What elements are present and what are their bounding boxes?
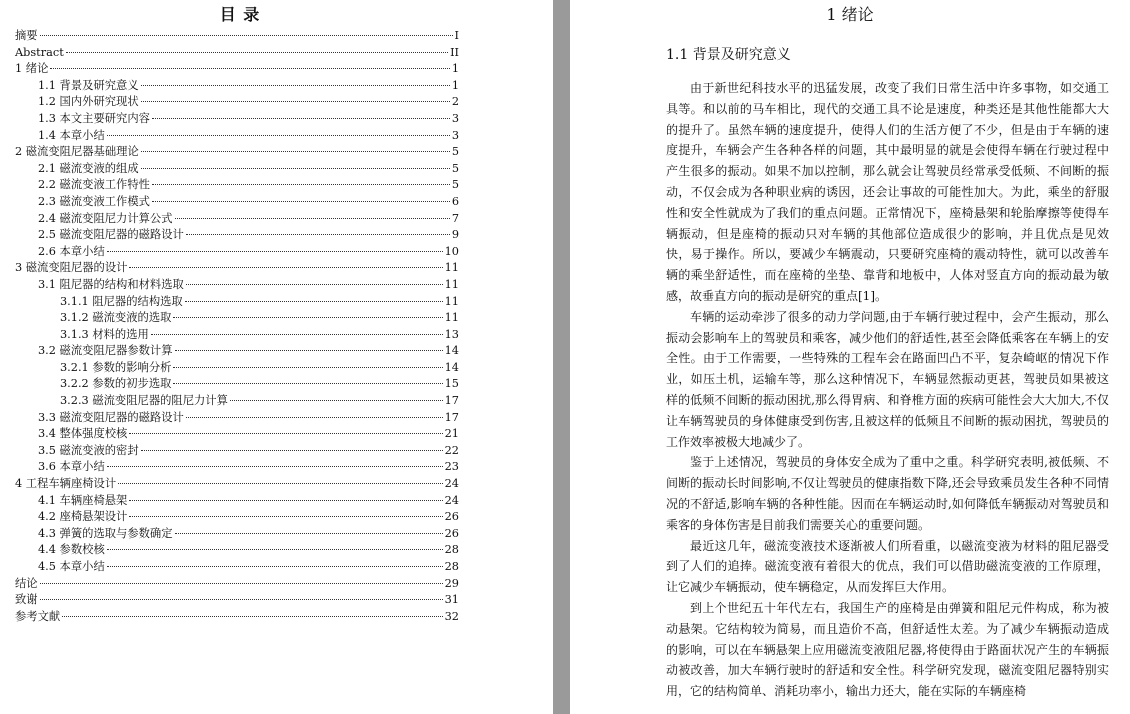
- body-paragraph: 最近这几年，磁流变液技术逐渐被人们所看重，以磁流变液为材料的阻尼器受到了人们的追捧。磁流变液有着很大的优点，我们可以借助磁流变液的工作原理，让它减少车辆振动，使车辆稳定，从而发挥巨大作用。: [666, 538, 1109, 595]
- toc-entry-page: 7: [451, 211, 459, 225]
- toc-entry-page: II: [450, 45, 459, 59]
- toc-leader-dots: [129, 267, 442, 268]
- toc-entry-title: 3.1.1 阻尼器的结构选取: [60, 294, 183, 308]
- toc-entry-title: 3 磁流变阻尼器的设计: [15, 261, 128, 275]
- toc-entry-title: 3.1.2 磁流变液的选取: [60, 311, 172, 325]
- toc-leader-dots: [186, 417, 443, 418]
- toc-entry[interactable]: [15, 78, 459, 95]
- toc-entry-page: I: [454, 29, 459, 42]
- toc-entry-title: 3.2.2 参数的初步选取: [60, 377, 172, 391]
- toc-entry-page: 24: [444, 493, 459, 507]
- toc-entry-page: 3: [451, 128, 459, 142]
- toc-entry[interactable]: [15, 310, 459, 327]
- toc-entry[interactable]: [15, 542, 459, 559]
- toc-leader-dots: [141, 450, 443, 451]
- toc-entry-page: 26: [444, 526, 459, 540]
- page-gap: [553, 0, 570, 714]
- toc-leader-dots: [40, 35, 453, 36]
- toc-entry-title: 2 磁流变阻尼器基础理论: [15, 145, 139, 159]
- toc-leader-dots: [66, 52, 448, 53]
- toc-leader-dots: [185, 301, 443, 302]
- toc-leader-dots: [152, 201, 450, 202]
- toc-entry[interactable]: [15, 94, 459, 111]
- toc-entry-page: 3: [451, 111, 459, 125]
- toc-entry-page: 26: [444, 510, 459, 524]
- toc-entry-title: 3.2 磁流变阻尼器参数计算: [38, 344, 173, 358]
- toc-leader-dots: [107, 466, 443, 467]
- toc-entry-page: 5: [451, 178, 459, 192]
- toc-entry-page: 29: [444, 576, 459, 590]
- toc-entry[interactable]: [15, 244, 459, 261]
- toc-entry[interactable]: [15, 45, 459, 62]
- toc-entry-title: 3.5 磁流变液的密封: [38, 443, 139, 457]
- toc-leader-dots: [129, 433, 442, 434]
- chapter-page: [570, 0, 1130, 714]
- toc-entry[interactable]: [15, 144, 459, 161]
- toc-entry[interactable]: [15, 559, 459, 576]
- toc-entry[interactable]: [15, 294, 459, 311]
- toc-leader-dots: [152, 118, 450, 119]
- toc-entry-page: 15: [444, 377, 459, 391]
- toc-entry-page: 17: [444, 394, 459, 408]
- toc-entry-title: 2.2 磁流变液工作特性: [38, 178, 150, 192]
- chapter-body: [666, 78, 1109, 702]
- toc-entry[interactable]: [15, 426, 459, 443]
- toc-entry-title: 3.3 磁流变阻尼器的磁路设计: [38, 410, 184, 424]
- toc-entry[interactable]: [15, 459, 459, 476]
- toc-list: [15, 28, 459, 625]
- toc-entry-page: 9: [451, 228, 459, 242]
- toc-entry[interactable]: [15, 609, 459, 626]
- toc-entry-title: 3.6 本章小结: [38, 460, 105, 474]
- toc-leader-dots: [40, 583, 443, 584]
- toc-entry-title: 3.1.3 材料的选用: [60, 327, 149, 341]
- toc-entry[interactable]: [15, 393, 459, 410]
- toc-leader-dots: [173, 383, 442, 384]
- toc-leader-dots: [186, 234, 450, 235]
- toc-leader-dots: [107, 566, 443, 567]
- toc-entry-page: 31: [444, 593, 459, 607]
- toc-entry[interactable]: [15, 260, 459, 277]
- toc-entry-title: 1.1 背景及研究意义: [38, 78, 139, 92]
- toc-leader-dots: [186, 284, 443, 285]
- body-paragraph: 车辆的运动牵涉了很多的动力学问题,由于车辆行驶过程中，会产生振动，那么振动会影响车上的驾驶员和乘客，减少他们的舒适性,甚至会降低乘客在车辆上的安全性。由于工作需要，一些特殊的工程车会在路面凹凸不平，复杂崎岖的情况下作业，如压土机，运输车等，那么这种情况下，车辆显然振动更甚，驾驶员如果被这样的低频不间断的振动困扰,那么得胃病、和脊椎方面的疾病可能性会大大加大,不仅让车辆驾驶员的身体健康受到伤害,且被这样的低频且不间断的振动困扰，驾驶员的工作效率被极大地减少了。: [666, 309, 1109, 449]
- toc-entry-page: 10: [444, 244, 459, 258]
- toc-entry[interactable]: [15, 410, 459, 427]
- toc-entry[interactable]: [15, 443, 459, 460]
- toc-entry-page: 22: [444, 443, 459, 457]
- toc-entry-title: 2.3 磁流变液工作模式: [38, 194, 150, 208]
- toc-entry-title: 参考文献: [15, 609, 61, 623]
- toc-entry[interactable]: [15, 161, 459, 178]
- toc-entry-title: 1 绪论: [15, 62, 49, 76]
- toc-leader-dots: [173, 317, 442, 318]
- toc-entry[interactable]: [15, 227, 459, 244]
- toc-leader-dots: [173, 367, 442, 368]
- toc-entry-page: 21: [444, 427, 459, 441]
- toc-entry-page: 1: [451, 78, 459, 92]
- toc-entry-title: 2.6 本章小结: [38, 244, 105, 258]
- toc-leader-dots: [141, 168, 450, 169]
- toc-entry-page: 11: [444, 311, 459, 325]
- toc-entry[interactable]: [15, 327, 459, 344]
- toc-entry-page: 14: [444, 360, 459, 374]
- toc-entry[interactable]: [15, 360, 459, 377]
- toc-entry[interactable]: [15, 128, 459, 145]
- toc-entry-page: 5: [451, 161, 459, 175]
- toc-entry[interactable]: [15, 509, 459, 526]
- toc-entry[interactable]: [15, 493, 459, 510]
- toc-entry-title: 1.4 本章小结: [38, 128, 105, 142]
- toc-entry-page: 6: [451, 194, 459, 208]
- toc-page: [0, 0, 553, 714]
- toc-entry-page: 5: [451, 145, 459, 159]
- toc-entry[interactable]: [15, 177, 459, 194]
- toc-entry[interactable]: [15, 526, 459, 543]
- toc-leader-dots: [151, 334, 443, 335]
- toc-entry-title: 2.1 磁流变液的组成: [38, 161, 139, 175]
- toc-entry-page: 11: [444, 261, 459, 275]
- toc-entry[interactable]: [15, 376, 459, 393]
- toc-entry-title: 1.3 本文主要研究内容: [38, 111, 150, 125]
- toc-entry-title: 3.4 整体强度校核: [38, 427, 128, 441]
- toc-entry-title: Abstract: [15, 45, 64, 59]
- toc-entry-page: 11: [444, 294, 459, 308]
- toc-entry-title: 3.2.3 磁流变阻尼器的阻尼力计算: [60, 394, 228, 408]
- toc-entry-title: 4.4 参数校核: [38, 543, 105, 557]
- toc-entry-title: 4 工程车辆座椅设计: [15, 477, 117, 491]
- toc-entry[interactable]: [15, 211, 459, 228]
- toc-entry-page: 23: [444, 460, 459, 474]
- section-title: 1.1 背景及研究意义: [666, 47, 791, 63]
- toc-entry-title: 2.5 磁流变阻尼器的磁路设计: [38, 228, 184, 242]
- toc-entry[interactable]: [15, 194, 459, 211]
- toc-entry[interactable]: [15, 61, 459, 78]
- toc-entry-title: 4.2 座椅悬架设计: [38, 510, 128, 524]
- toc-entry-page: 28: [444, 543, 459, 557]
- toc-entry-page: 28: [444, 560, 459, 573]
- toc-leader-dots: [152, 184, 450, 185]
- body-paragraph: 鉴于上述情况，驾驶员的身体安全成为了重中之重。科学研究表明,被低频、不间断的振动长时间影响,不仅让驾驶员的健康指数下降,还会导致乘员发生各种不同情况的不舒适,影响车辆的各种性能。因而在车辆运动时,如何降低车辆振动对驾驶员和乘客的身体伤害是目前我们需要关心的重要问题。: [666, 455, 1109, 532]
- toc-leader-dots: [175, 218, 450, 219]
- toc-entry-title: 3.1 阻尼器的结构和材料选取: [38, 277, 184, 291]
- toc-entry-title: 致谢: [15, 593, 38, 607]
- toc-entry[interactable]: [15, 28, 459, 45]
- toc-entry-title: 结论: [15, 576, 38, 590]
- toc-leader-dots: [107, 549, 443, 550]
- toc-entry[interactable]: [15, 592, 459, 609]
- toc-entry[interactable]: [15, 111, 459, 128]
- toc-leader-dots: [230, 400, 443, 401]
- toc-entry-page: 13: [444, 327, 459, 341]
- toc-entry[interactable]: [15, 576, 459, 593]
- body-paragraph: 到上个世纪五十年代左右，我国生产的座椅是由弹簧和阻尼元件构成，称为被动悬架。它结构较为简易，而且造价不高，但舒适性太差。为了减少车辆振动造成的影响，可以在车辆悬架上应用磁流变液阻尼器,将使得由于路面状况产生的车辆振动被改善，加大车辆行驶时的舒适和安全性。科学研究发现，磁流变阻尼器特别实用，它的结构简单、消耗功率小，输出力还大，能在实际的车辆座椅: [666, 600, 1109, 699]
- toc-entry-page: 1: [451, 62, 459, 76]
- toc-leader-dots: [118, 483, 442, 484]
- body-paragraph: 由于新世纪科技水平的迅猛发展，改变了我们日常生活中许多事物，如交通工具等。和以前的马车相比，现代的交通工具不论是速度，种类还是其他性能都大大的提升了。虽然车辆的速度提升，使得人们的生活方便了不少，但是由于车辆的速度提升，车辆会产生各种各样的问题，其中最明显的就是会使得车辆在行驶过程中产生很多的振动。如果不加以控制，那么就会让驾驶员经常承受低频、不间断的振动，不仅会成为各种职业病的诱因，还会让事故的可能性加大。为此，乘坐的舒服性和安全性就成为了我们的重点问题。正常情况下，座椅悬架和轮胎摩擦等使得车辆振动，但是座椅的振动只对车辆的其他部位造成很少的影响，并且优点是见效快，易于操作。所以，要减少车辆震动，只要研究座椅的震动特性，就可以改善车辆的乘坐舒适性，而在座椅的坐垫、靠背和地板中，人体对竖直方向的振动最为敏感，故垂直方向的振动是研究的重点[1]。: [666, 81, 1109, 303]
- toc-entry-title: 2.4 磁流变阻尼力计算公式: [38, 211, 173, 225]
- toc-leader-dots: [141, 151, 450, 152]
- chapter-title: 1 绪论: [826, 5, 874, 24]
- toc-leader-dots: [175, 533, 443, 534]
- toc-entry-page: 24: [444, 477, 459, 491]
- toc-leader-dots: [129, 500, 442, 501]
- toc-leader-dots: [62, 616, 442, 617]
- toc-entry-title: 4.5 本章小结: [38, 560, 105, 573]
- toc-leader-dots: [107, 135, 450, 136]
- toc-entry[interactable]: [15, 343, 459, 360]
- toc-leader-dots: [107, 251, 443, 252]
- toc-leader-dots: [175, 350, 443, 351]
- toc-leader-dots: [141, 85, 450, 86]
- toc-entry-page: 32: [444, 609, 459, 623]
- toc-entry-title: 4.1 车辆座椅悬架: [38, 493, 128, 507]
- toc-entry[interactable]: [15, 476, 459, 493]
- toc-title: 目 录: [219, 5, 261, 24]
- toc-entry-title: 1.2 国内外研究现状: [38, 95, 139, 109]
- toc-entry-page: 2: [451, 95, 459, 109]
- toc-leader-dots: [40, 599, 443, 600]
- toc-entry-title: 3.2.1 参数的影响分析: [60, 360, 172, 374]
- toc-entry-page: 14: [444, 344, 459, 358]
- toc-entry-title: 4.3 弹簧的选取与参数确定: [38, 526, 173, 540]
- toc-entry-title: 摘要: [15, 29, 38, 42]
- toc-leader-dots: [129, 516, 442, 517]
- toc-leader-dots: [141, 101, 450, 102]
- toc-entry[interactable]: [15, 277, 459, 294]
- toc-entry-page: 17: [444, 410, 459, 424]
- toc-leader-dots: [50, 68, 449, 69]
- toc-entry-page: 11: [444, 277, 459, 291]
